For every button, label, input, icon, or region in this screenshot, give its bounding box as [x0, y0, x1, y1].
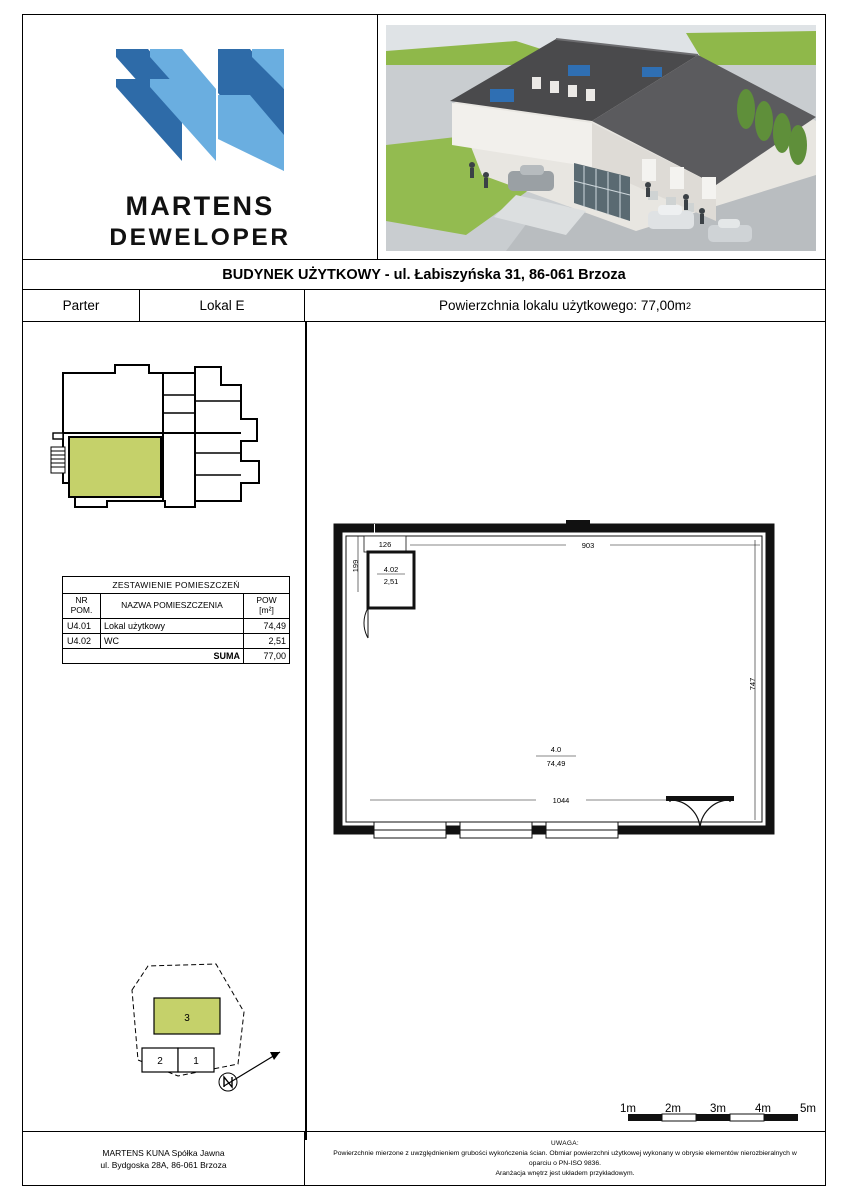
footer-note: [305, 1132, 825, 1186]
table-row: [63, 618, 290, 633]
area-superscript: 2: [685, 300, 691, 311]
scale-tick: 4m: [755, 1103, 771, 1115]
site-plan: [120, 960, 295, 1095]
scale-tick: 5m: [800, 1103, 816, 1115]
row-pow: 2,51: [244, 633, 290, 648]
room-main-code: 4.0: [550, 745, 562, 754]
site-plot-2-label: 2: [157, 1056, 163, 1067]
header-pow-line1: POW: [256, 595, 277, 605]
building-render-cell: [378, 15, 825, 260]
row-pow: 74,49: [244, 618, 290, 633]
table-title: ZESTAWIENIE POMIESZCZEŃ: [63, 577, 290, 594]
area-cell: [305, 290, 825, 321]
table-sum-row: [63, 648, 290, 663]
logo-cell: [23, 15, 378, 260]
key-plan: [45, 355, 285, 525]
table-row: [63, 633, 290, 648]
building-title-bar: [23, 260, 825, 290]
header-nr: [63, 594, 101, 619]
unit-info-bar: [23, 290, 825, 322]
header-block: [23, 15, 825, 260]
room-main-area: 74,49: [546, 759, 566, 768]
footer-block: [23, 1131, 825, 1186]
scale-tick-labels: [620, 1103, 816, 1115]
north-arrow-icon: [219, 1052, 280, 1091]
logo-line-1: MARTENS: [125, 191, 275, 221]
footer-note-line-2: oparciu o PN-ISO 9836.: [528, 1159, 602, 1167]
martens-logo-icon: [110, 43, 290, 171]
site-plot-1-label: 1: [193, 1056, 199, 1067]
header-pow-line2: [m²]: [259, 604, 274, 615]
room-schedule-table: [62, 576, 290, 664]
row-name: Lokal użytkowy: [101, 618, 244, 633]
row-nr: U4.02: [63, 633, 101, 648]
header-nr-line2: POM.: [70, 604, 93, 615]
area-label: Powierzchnia lokalu użytkowego: 77,00m: [439, 298, 686, 313]
sum-value: 77,00: [244, 648, 290, 663]
dim-126: 126: [378, 540, 392, 549]
site-plot-3-label: 3: [184, 1013, 190, 1024]
floor-cell: [23, 290, 140, 321]
column-divider: [305, 322, 307, 1140]
sum-label: SUMA: [63, 648, 244, 663]
unit-label: Lokal E: [199, 298, 245, 313]
footer-note-line-1: Powierzchnie mierzone z uwzględnieniem grubości wykończenia ścian. Obmiar powierzchni użytkowej wykonany w obrysie elementów nierozbieralnych w: [333, 1149, 797, 1157]
dim-199: 199: [351, 559, 360, 573]
building-title: BUDYNEK UŻYTKOWY - ul. Łabiszyńska 31, 86-061 Brzoza: [222, 266, 626, 283]
main-floor-plan: [330, 500, 800, 880]
logo-wordmark: [23, 190, 377, 253]
footer-company-line-1: MARTENS KUNA Spółka Jawna: [102, 1147, 225, 1158]
room-wc-area: 2,51: [383, 577, 399, 586]
header-nr-line1: NR: [75, 595, 88, 605]
row-name: WC: [101, 633, 244, 648]
footer-note-title: UWAGA:: [551, 1139, 579, 1147]
scale-tick: 2m: [665, 1103, 681, 1115]
unit-cell: [140, 290, 305, 321]
header-pow: [244, 594, 290, 619]
row-nr: U4.01: [63, 618, 101, 633]
table-header-row: [63, 594, 290, 619]
footer-company-line-2: ul. Bydgoska 28A, 86-061 Brzoza: [100, 1160, 227, 1170]
scale-tick: 3m: [710, 1103, 726, 1115]
logo-line-2: DEWELOPER: [109, 223, 291, 251]
building-render-image: [386, 25, 816, 251]
dim-747: 747: [748, 677, 757, 691]
header-name: NAZWA POMIESZCZENIA: [101, 594, 244, 619]
room-wc-code: 4.02: [383, 565, 399, 574]
dim-903: 903: [581, 541, 595, 550]
footer-company: [23, 1132, 305, 1186]
dim-1044: 1044: [552, 796, 570, 805]
table-title-row: [63, 577, 290, 594]
footer-note-line-3: Aranżacja wnętrz jest układem przykładowym.: [495, 1169, 635, 1177]
floor-label: Parter: [62, 298, 100, 313]
scale-tick: 1m: [620, 1103, 636, 1115]
